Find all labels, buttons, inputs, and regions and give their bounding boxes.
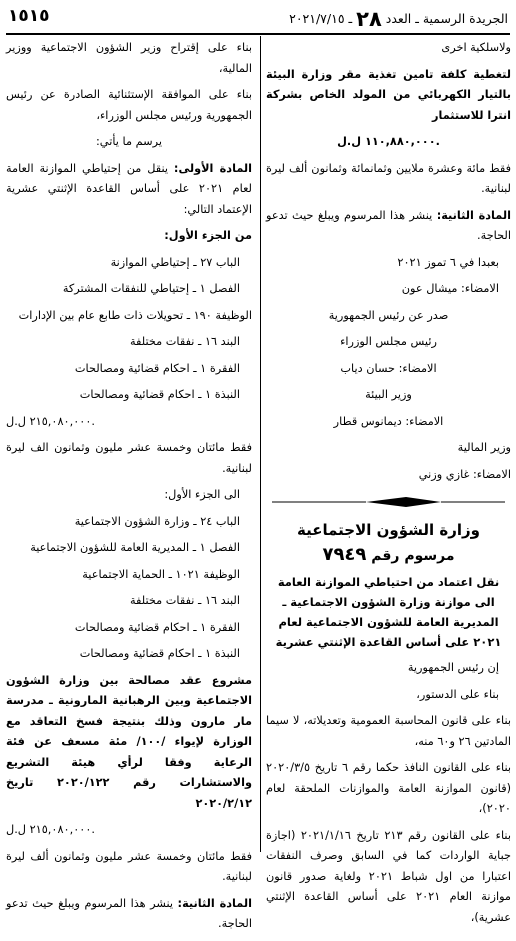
exceptional-approval-line: بناء على الموافقة الإستثنائية الصادرة عن رئيس الجمهورية ورئيس مجلس الوزراء، <box>6 88 252 122</box>
president-line: إن رئيس الجمهورية <box>407 661 499 674</box>
president-signature: الامضاء: ميشال عون <box>401 282 499 295</box>
issued-by: صدر عن رئيس الجمهورية <box>328 308 449 322</box>
opening-fragment: ولاسلكية اخرى <box>441 41 511 54</box>
from-paragraph: الفقرة ١ ـ احكام قضائية ومصالحات <box>74 361 240 375</box>
article-one <box>6 159 252 221</box>
decree-subject: نقل اعتماد من احتياطي الموازنة العامة الى موازنة وزارة الشؤون الاجتماعية ـ المديرية العامة للشؤون الاجتماعية لعام ٢٠٢١ على أساس القاعدة الإثنتي عشرية <box>275 575 502 649</box>
from-chapter: الباب ٢٧ ـ إحتياطي الموازنة <box>110 255 240 269</box>
from-section: الفصل ١ ـ إحتياطي للنفقات المشتركة <box>62 282 240 295</box>
fin-minister-title: وزير المالية <box>457 441 511 454</box>
purpose-title: لتغطية كلفة تامين تغذية مقر وزارة البيئة بالتيار الكهربائي من المولد الخاص بشركة انترا للاستثمار <box>266 67 511 122</box>
from-item: البند ١٦ ـ نفقات مختلفة <box>129 335 240 348</box>
article-two-label: المادة الثانية: <box>436 208 511 222</box>
to-part: الى الجزء الأول: <box>164 488 240 501</box>
left-column <box>6 38 252 941</box>
ministry-heading: وزارة الشؤون الاجتماعية <box>296 521 480 539</box>
article-one-text: ينقل من إحتياطي الموازنة العامة لعام ٢٠٢١ على أساس القاعدة الإثنتي عشرية الإعتماد التالي: <box>6 161 253 216</box>
law-213-line: بناء على القانون رقم ٢١٣ تاريخ ٢٠٢١/١/١٦ (اجازة جباية الواردات كما في السابق وصرف النفقات اعتبارا من اول شباط ٢٠٢١ ولغاية صدور قانون موازنة العام ٢٠٢١ على أساس القاعدة الإثنتي عشرية)، <box>266 828 511 924</box>
pm-signature: الامضاء: حسان دياب <box>340 361 437 375</box>
amount-words-2: فقط مائتان وخمسة عشر مليون وثمانون ألف ليرة لبنانية. <box>6 849 252 883</box>
issue-date: ـ ٢٠٢١/٧/١٥ <box>289 11 353 26</box>
gazette-name: الجريدة الرسمية ـ العدد <box>385 11 508 26</box>
to-section: الفصل ١ ـ المديرية العامة للشؤون الاجتماعية <box>30 541 240 554</box>
amount-figure: ١١٠,٨٨٠,٠٠٠ ل.ل. <box>337 135 440 148</box>
amount-figure: ٢١٥,٠٨٠,٠٠٠ ل.ل. <box>6 414 95 428</box>
from-part: من الجزء الأول: <box>164 229 252 242</box>
amount-words: فقط مائتان وخمسة عشر مليون وثمانون الف ليرة لبنانية. <box>6 441 252 475</box>
to-chapter: الباب ٢٤ ـ وزارة الشؤون الاجتماعية <box>74 514 240 528</box>
right-column <box>266 38 511 934</box>
decree-number: ٧٩٤٩ <box>322 544 367 565</box>
amount-words: فقط مائة وعشرة ملايين وثمانمائة وثمانون ألف ليرة لبنانية. <box>266 161 511 195</box>
column-divider <box>260 36 261 852</box>
pm-title: رئيس مجلس الوزراء <box>340 335 437 348</box>
separator-ornament <box>266 491 511 513</box>
article-two <box>6 894 252 935</box>
header-title <box>289 7 508 31</box>
decree-label: مرسوم رقم <box>371 548 455 564</box>
decrees-line: يرسم ما يأتي: <box>96 135 162 148</box>
to-sub: النبذة ١ ـ احكام قضائية ومصالحات <box>79 647 240 660</box>
article-two <box>266 206 511 247</box>
constitution-line: بناء على الدستور، <box>416 687 499 701</box>
from-function: الوظيفة ١٩٠ ـ تحويلات ذات طابع عام بين الإدارات <box>18 308 252 322</box>
article-two-text: ينشر هذا المرسوم ويبلغ حيث تدعو الحاجة. <box>6 896 252 930</box>
env-minister-title: وزير البيئة <box>365 388 412 401</box>
env-minister-signature: الامضاء: ديمانوس قطار <box>333 414 444 428</box>
page-header <box>0 0 516 34</box>
accounting-law-line: بناء على قانون المحاسبة العمومية وتعديلاته، لا سيما المادتين ٢٦ و٦٠ منه، <box>266 714 511 748</box>
article-two-text: ينشر هذا المرسوم ويبلغ حيث تدعو الحاجة. <box>266 208 511 242</box>
proposal-line: بناء على إقتراح وزير الشؤون الاجتماعية ووزير المالية، <box>6 41 252 75</box>
article-two-label: المادة الثانية: <box>177 896 252 910</box>
page-number: ١٥١٥ <box>8 6 50 26</box>
from-sub: النبذة ١ ـ احكام قضائية ومصالحات <box>79 388 240 401</box>
signed-place-date: بعبدا في ٦ تموز ٢٠٢١ <box>397 255 499 269</box>
amount-figure-2: ٢١٥,٠٨٠,٠٠٠ ل.ل. <box>6 823 95 836</box>
project-title: مشروع عقد مصالحة بين وزارة الشؤون الاجتماعية وبين الرهبانية المارونية ـ مدرسة مار مارون وذلك بنتيجة فسخ التعاقد مع الوزارة لإيواء /١٠٠/ مئة مسعف عن فئة الرعاية وفقا لرأي هيئة التشريع والاستشارات رقم ٢٠٢٠/١٢٢ تاريخ ٢٠٢٠/٢/١٢ <box>6 673 252 810</box>
fin-minister-signature: الامضاء: غازي وزني <box>418 467 511 481</box>
to-function: الوظيفة ١٠٢١ ـ الحماية الاجتماعية <box>82 567 240 581</box>
to-item: البند ١٦ ـ نفقات مختلفة <box>129 594 240 607</box>
to-paragraph: الفقرة ١ ـ احكام قضائية ومصالحات <box>74 620 240 634</box>
issue-number: ٢٨ <box>356 7 382 31</box>
header-divider <box>6 33 510 35</box>
section-separator <box>266 491 511 513</box>
law-six-line: بناء على القانون النافذ حكما رقم ٦ تاريخ ٢٠٢٠/٣/٥ (قانون الموازنة العامة والموازنات الملحقة لعام ٢٠٢٠)، <box>266 761 511 815</box>
article-one-label: المادة الأولى: <box>173 161 253 175</box>
decree-heading <box>266 545 511 566</box>
